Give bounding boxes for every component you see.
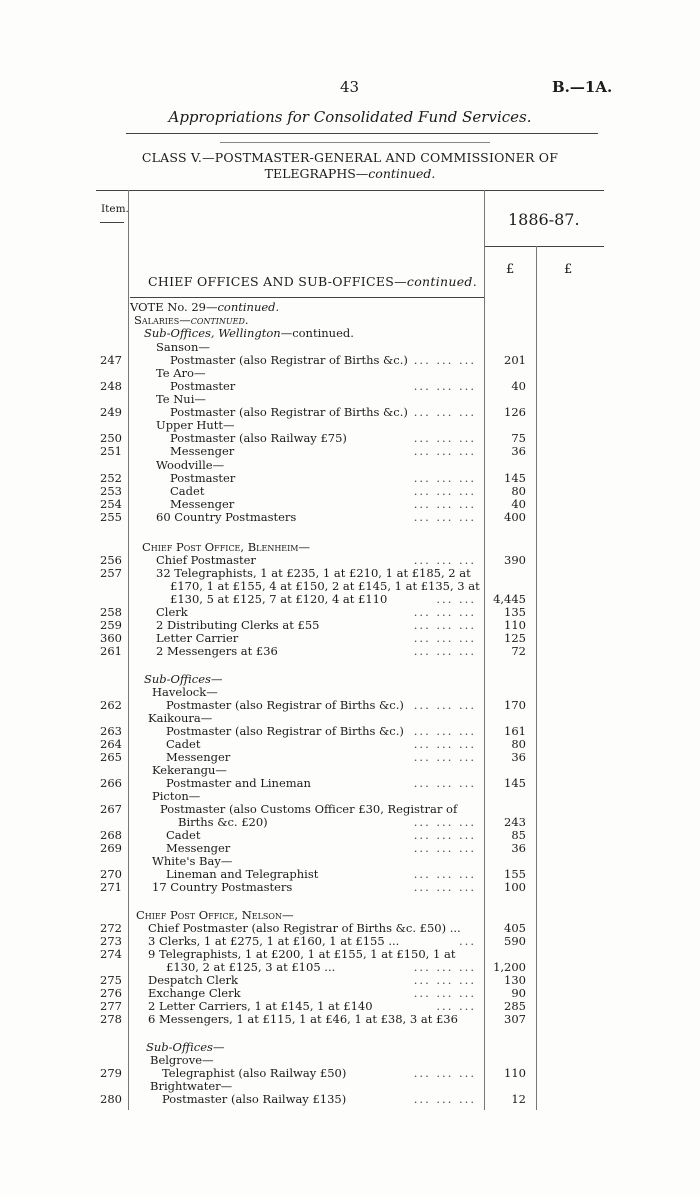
item-number: 278 <box>100 1012 122 1026</box>
row-description: Clerk <box>156 605 188 619</box>
row-description: Telegraphist (also Railway £50) <box>162 1066 347 1080</box>
amount-value: 90 <box>511 986 526 1000</box>
page-number: 43 <box>340 78 360 96</box>
page-title: Appropriations for Consolidated Fund Services. <box>168 108 532 126</box>
leader-dots: ... ... ... <box>413 776 476 790</box>
amount-value: 170 <box>504 698 526 712</box>
table-row <box>0 406 700 419</box>
document-code: B.—1A. <box>552 78 613 96</box>
leader-dots: ... ... ... <box>413 698 476 712</box>
item-number: 256 <box>100 553 122 567</box>
row-description: Cadet <box>166 828 201 842</box>
amount-value: 145 <box>504 776 526 790</box>
row-description: Upper Hutt— <box>156 418 235 432</box>
row-description: Despatch Clerk <box>148 973 239 987</box>
item-number: 265 <box>100 750 122 764</box>
item-number: 270 <box>100 867 122 881</box>
leader-dots: ... ... <box>436 999 476 1013</box>
item-number: 252 <box>100 471 122 485</box>
year-column-header: 1886-87. <box>508 210 580 229</box>
table-row <box>0 327 700 340</box>
row-description: Postmaster <box>170 379 236 393</box>
row-description: Salaries—continued. <box>134 313 249 327</box>
leader-dots: ... ... ... <box>413 618 476 632</box>
amount-value: 145 <box>504 471 526 485</box>
leader-dots: ... ... ... <box>413 724 476 738</box>
leader-dots: ... ... ... <box>413 497 476 511</box>
item-number: 360 <box>100 631 122 645</box>
leader-dots: ... ... ... <box>413 471 476 485</box>
item-number: 264 <box>100 737 122 751</box>
section-heading: CHIEF OFFICES AND SUB-OFFICES—continued. <box>148 274 477 289</box>
row-description: Te Aro— <box>156 366 206 380</box>
row-description: Messenger <box>166 750 231 764</box>
item-number: 255 <box>100 510 122 524</box>
leader-dots: ... ... ... <box>413 828 476 842</box>
amount-value: 80 <box>511 484 526 498</box>
row-description: Letter Carrier <box>156 631 239 645</box>
row-description: Te Nui— <box>156 392 206 406</box>
row-description: Messenger <box>170 444 235 458</box>
leader-dots: ... ... ... <box>413 644 476 658</box>
leader-dots: ... ... ... <box>413 353 476 367</box>
item-number: 253 <box>100 484 122 498</box>
amount-value: 307 <box>504 1012 526 1026</box>
amount-value: 75 <box>511 431 526 445</box>
item-number: 258 <box>100 605 122 619</box>
amount-value: 130 <box>504 973 526 987</box>
amount-value: 36 <box>511 841 526 855</box>
amount-value: 40 <box>511 497 526 511</box>
table-row <box>0 1013 700 1026</box>
table-row <box>0 673 700 686</box>
class-heading-line1: CLASS V.—POSTMASTER-GENERAL AND COMMISSIONER OF <box>141 150 559 165</box>
leader-dots: ... ... ... <box>413 973 476 987</box>
row-description: Cadet <box>170 484 205 498</box>
row-description: VOTE No. 29—continued. <box>130 300 280 314</box>
table-row <box>0 354 700 367</box>
amount-value: 126 <box>504 405 526 419</box>
item-number: 259 <box>100 618 122 632</box>
item-number: 248 <box>100 379 122 393</box>
table-row <box>0 380 700 393</box>
leader-dots: ... ... ... <box>413 750 476 764</box>
table-row <box>0 803 700 816</box>
row-description: Chief Postmaster (also Registrar of Births &c. £50) ... <box>148 921 461 935</box>
row-description: 17 Country Postmasters <box>152 880 293 894</box>
item-number: 269 <box>100 841 122 855</box>
table-row <box>0 1067 700 1080</box>
amount-value: 85 <box>511 828 526 842</box>
item-number: 268 <box>100 828 122 842</box>
amount-value: 4,445 <box>493 592 526 606</box>
amount-value: 285 <box>504 999 526 1013</box>
row-description: Woodville— <box>156 458 225 472</box>
amount-value: 12 <box>511 1092 526 1106</box>
leader-dots: ... ... ... <box>413 737 476 751</box>
leader-dots: ... ... ... <box>413 631 476 645</box>
row-description: £130, 2 at £125, 3 at £105 ... <box>166 960 336 974</box>
amount-value: 125 <box>504 631 526 645</box>
row-description: Postmaster (also Registrar of Births &c.) <box>170 353 408 367</box>
amount-value: 1,200 <box>493 960 526 974</box>
leader-dots: ... ... ... <box>413 960 476 974</box>
row-description: 3 Clerks, 1 at £275, 1 at £160, 1 at £155 ... <box>148 934 400 948</box>
item-number: 274 <box>100 947 122 961</box>
leader-dots: ... ... ... <box>413 553 476 567</box>
leader-dots: ... <box>459 934 476 948</box>
item-number: 276 <box>100 986 122 1000</box>
amount-value: 110 <box>504 1066 526 1080</box>
item-number: 277 <box>100 999 122 1013</box>
row-description: 60 Country Postmasters <box>156 510 297 524</box>
item-number: 271 <box>100 880 122 894</box>
table-row <box>0 645 700 658</box>
row-description: Lineman and Telegraphist <box>166 867 319 881</box>
item-column-header: Item. <box>101 203 129 215</box>
item-number: 262 <box>100 698 122 712</box>
table-row <box>0 948 700 961</box>
row-description: Picton— <box>152 789 201 803</box>
row-description: Births &c. £20) <box>178 815 268 829</box>
row-description: Postmaster and Lineman <box>166 776 311 790</box>
row-description: Postmaster (also Railway £75) <box>170 431 347 445</box>
item-number: 275 <box>100 973 122 987</box>
row-description: Postmaster (also Registrar of Births &c.) <box>166 724 404 738</box>
row-description: Sub-Offices— <box>146 1040 225 1054</box>
leader-dots: ... ... ... <box>413 379 476 393</box>
row-description: £170, 1 at £155, 4 at £150, 2 at £145, 1 at £135, 3 at <box>170 579 480 593</box>
row-description: 2 Messengers at £36 <box>156 644 278 658</box>
table-row <box>0 699 700 712</box>
item-number: 272 <box>100 921 122 935</box>
leader-dots: ... ... ... <box>413 405 476 419</box>
amount-value: 36 <box>511 750 526 764</box>
amount-value: 243 <box>504 815 526 829</box>
item-number: 257 <box>100 566 122 580</box>
leader-dots: ... ... ... <box>413 605 476 619</box>
row-description: Sub-Offices— <box>144 672 223 686</box>
amount-value: 100 <box>504 880 526 894</box>
row-description: Chief Postmaster <box>156 553 256 567</box>
row-description: Postmaster <box>170 471 236 485</box>
table-row <box>0 1093 700 1106</box>
leader-dots: ... ... ... <box>413 815 476 829</box>
row-description: 6 Messengers, 1 at £115, 1 at £46, 1 at £38, 3 at £36 <box>148 1012 458 1026</box>
row-description: Kekerangu— <box>152 763 227 777</box>
row-description: Messenger <box>166 841 231 855</box>
row-description: White's Bay— <box>152 854 233 868</box>
amount-value: 40 <box>511 379 526 393</box>
amount-value: 72 <box>511 644 526 658</box>
amount-value: 590 <box>504 934 526 948</box>
table-row <box>0 301 700 314</box>
item-number: 251 <box>100 444 122 458</box>
row-description: Postmaster (also Registrar of Births &c.) <box>166 698 404 712</box>
row-description: Belgrove— <box>150 1053 214 1067</box>
row-description: 9 Telegraphists, 1 at £200, 1 at £155, 1 at £150, 1 at <box>148 947 456 961</box>
row-description: Chief Post Office, Blenheim— <box>142 540 310 554</box>
item-number: 254 <box>100 497 122 511</box>
item-number: 266 <box>100 776 122 790</box>
row-description: 32 Telegraphists, 1 at £235, 1 at £210, 1 at £185, 2 at <box>156 566 471 580</box>
item-number: 267 <box>100 802 122 816</box>
leader-dots: ... ... <box>436 592 476 606</box>
table-row <box>0 842 700 855</box>
row-description: Postmaster (also Registrar of Births &c.) <box>170 405 408 419</box>
row-description: 2 Letter Carriers, 1 at £145, 1 at £140 <box>148 999 373 1013</box>
leader-dots: ... ... ... <box>413 867 476 881</box>
item-number: 247 <box>100 353 122 367</box>
row-description: Postmaster (also Railway £135) <box>162 1092 347 1106</box>
row-description: Sanson— <box>156 340 210 354</box>
item-number: 249 <box>100 405 122 419</box>
leader-dots: ... ... ... <box>413 484 476 498</box>
amount-value: 390 <box>504 553 526 567</box>
leader-dots: ... ... ... <box>413 986 476 1000</box>
row-description: Exchange Clerk <box>148 986 241 1000</box>
leader-dots: ... ... ... <box>413 431 476 445</box>
currency-symbol-total: £ <box>564 262 573 277</box>
amount-value: 400 <box>504 510 526 524</box>
amount-value: 36 <box>511 444 526 458</box>
item-number: 279 <box>100 1066 122 1080</box>
row-description: Postmaster (also Customs Officer £30, Registrar of <box>160 802 458 816</box>
table-row <box>0 1041 700 1054</box>
currency-symbol: £ <box>506 262 515 277</box>
row-description: Cadet <box>166 737 201 751</box>
row-description: Chief Post Office, Nelson— <box>136 908 294 922</box>
leader-dots: ... ... ... <box>413 1066 476 1080</box>
table-row <box>0 751 700 764</box>
row-description: Sub-Offices, Wellington—continued. <box>144 326 354 340</box>
amount-value: 155 <box>504 867 526 881</box>
amount-value: 80 <box>511 737 526 751</box>
amount-value: 110 <box>504 618 526 632</box>
row-description: Brightwater— <box>150 1079 233 1093</box>
leader-dots: ... ... ... <box>413 444 476 458</box>
row-description: Kaikoura— <box>148 711 213 725</box>
item-number: 280 <box>100 1092 122 1106</box>
class-heading-line2: TELEGRAPHS—continued. <box>264 166 436 181</box>
item-number: 263 <box>100 724 122 738</box>
row-description: 2 Distributing Clerks at £55 <box>156 618 320 632</box>
leader-dots: ... ... ... <box>413 510 476 524</box>
amount-value: 135 <box>504 605 526 619</box>
table-row <box>0 511 700 524</box>
amount-value: 405 <box>504 921 526 935</box>
amount-value: 161 <box>504 724 526 738</box>
leader-dots: ... ... ... <box>413 1092 476 1106</box>
table-row <box>0 777 700 790</box>
table-row <box>0 881 700 894</box>
item-number: 261 <box>100 644 122 658</box>
leader-dots: ... ... ... <box>413 880 476 894</box>
row-description: £130, 5 at £125, 7 at £120, 4 at £110 <box>170 592 388 606</box>
row-description: Messenger <box>170 497 235 511</box>
item-number: 273 <box>100 934 122 948</box>
leader-dots: ... ... ... <box>413 841 476 855</box>
table-row <box>0 445 700 458</box>
row-description: Havelock— <box>152 685 218 699</box>
amount-value: 201 <box>504 353 526 367</box>
item-number: 250 <box>100 431 122 445</box>
